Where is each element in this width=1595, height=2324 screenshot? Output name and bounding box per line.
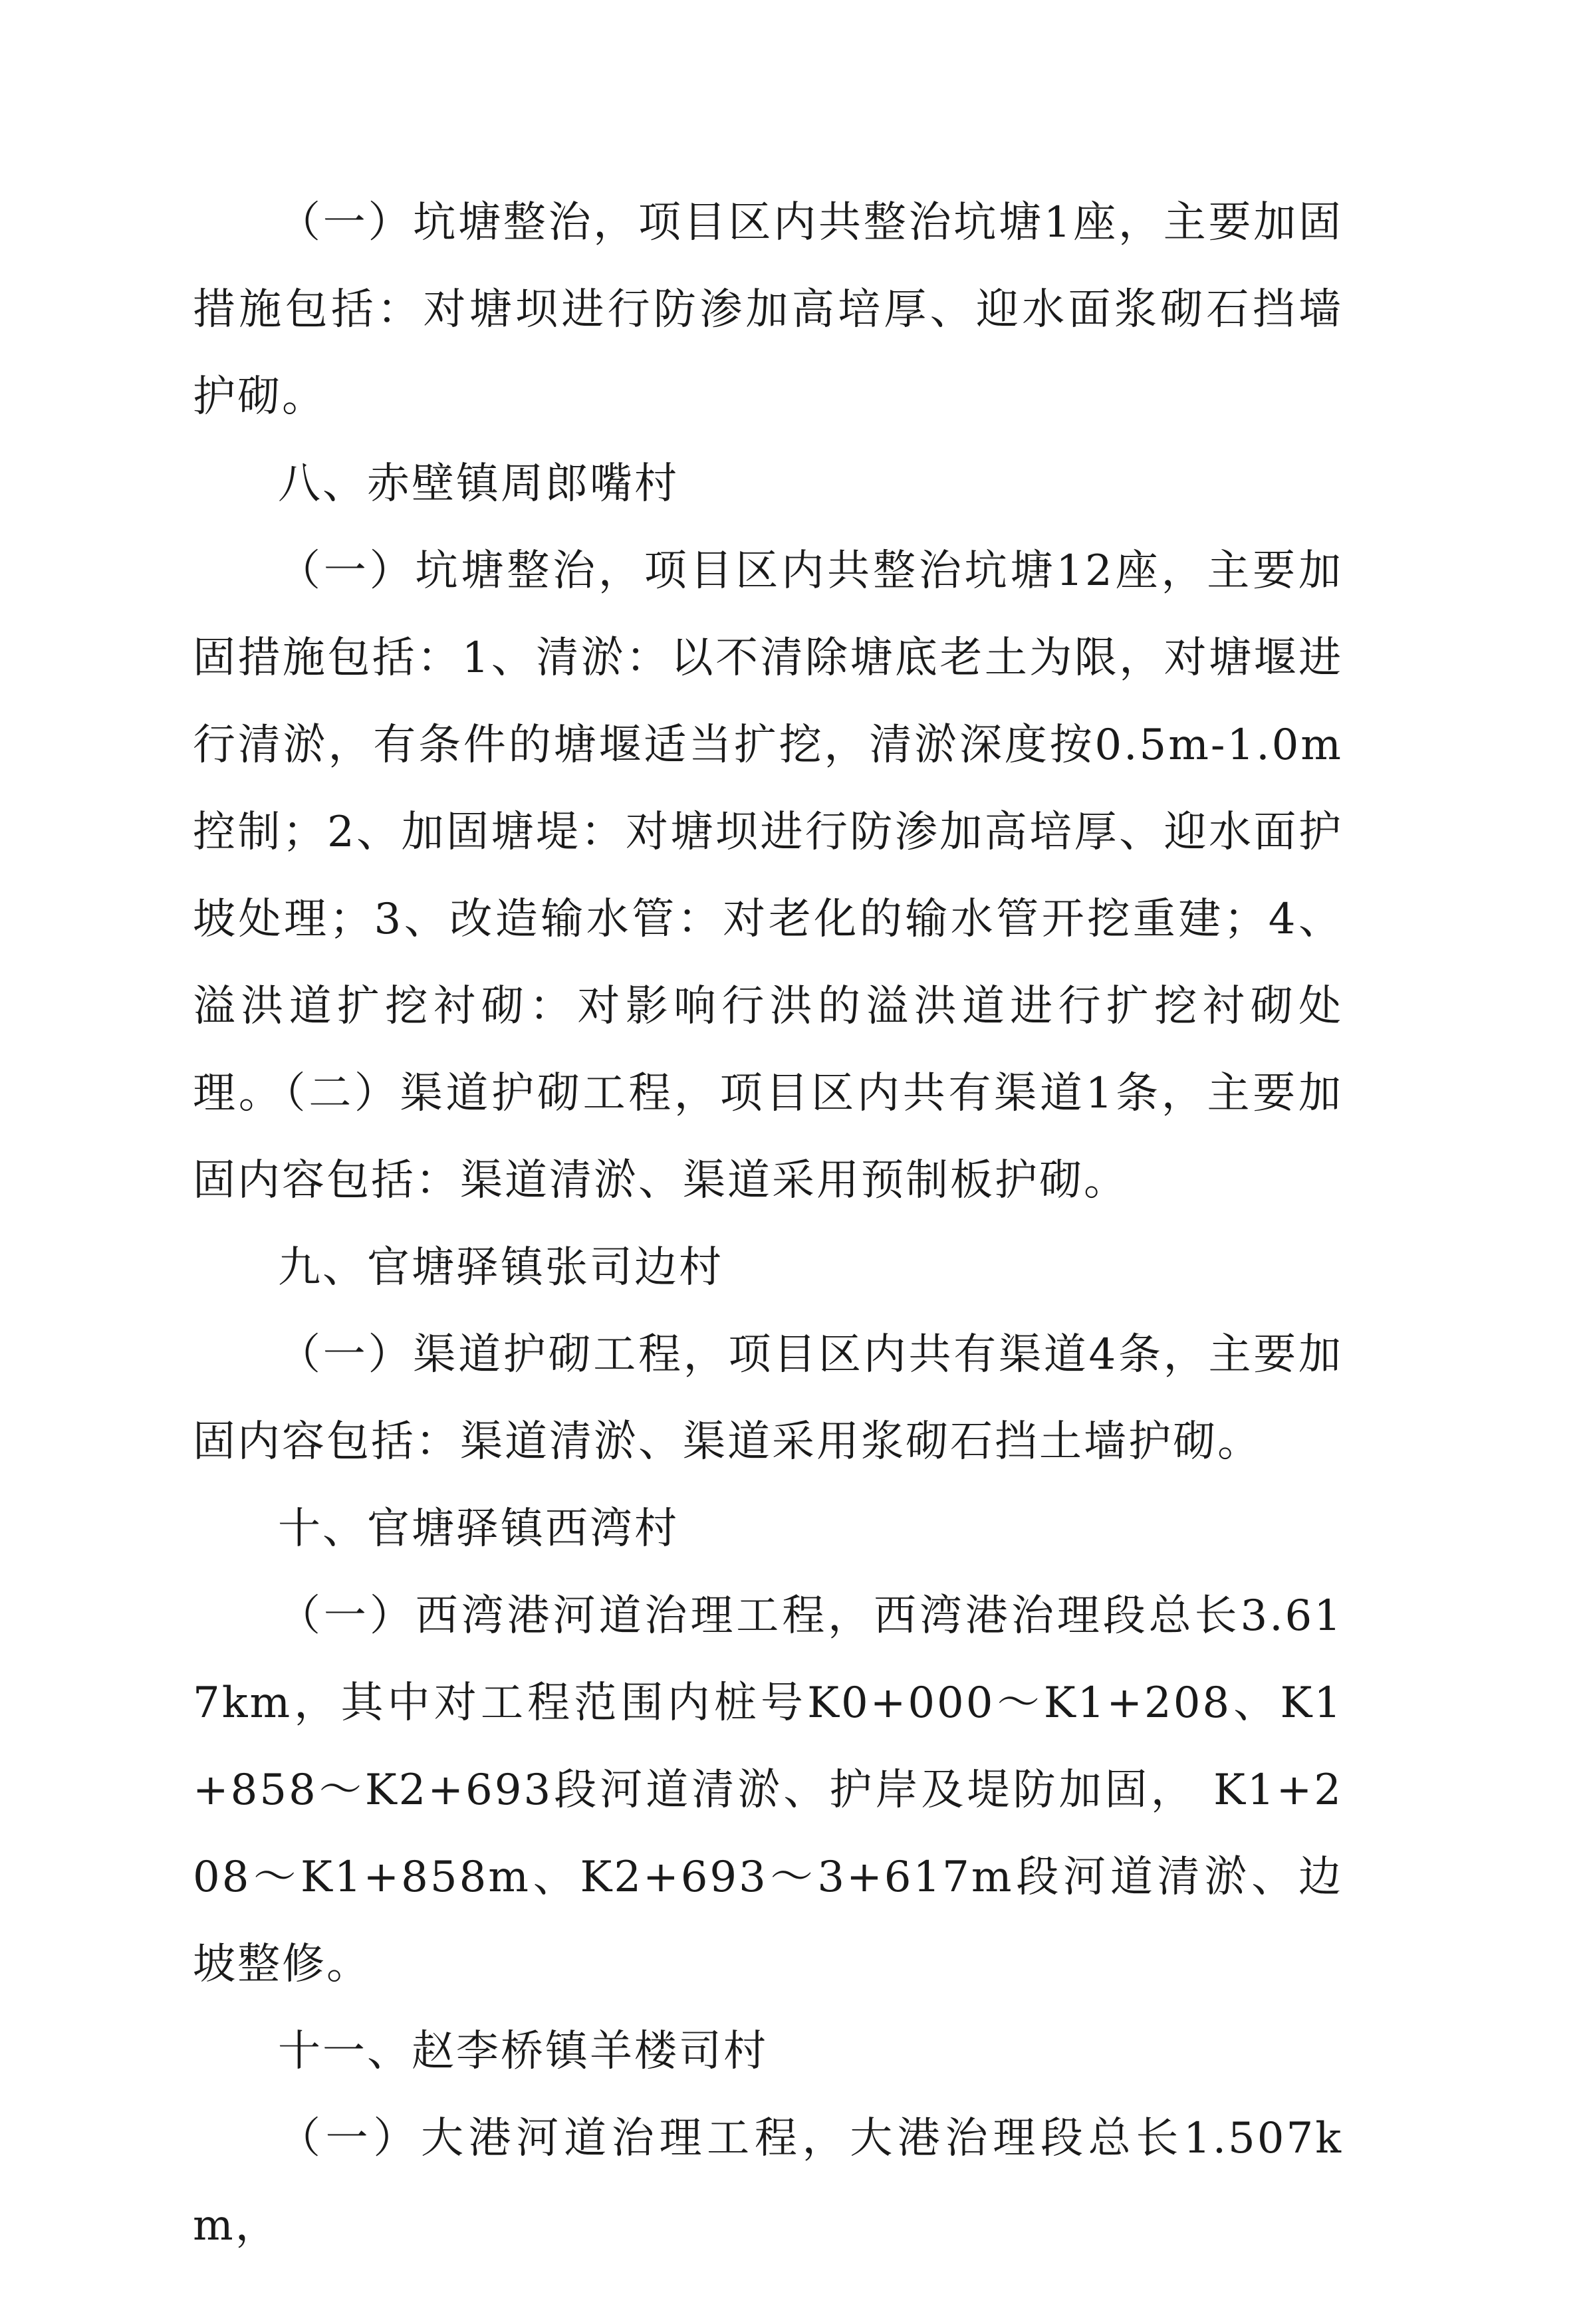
heading-zhoulangzui-village: 八、赤壁镇周郎嘴村 xyxy=(278,459,679,509)
paragraph-channel-lining: （一）渠道护砌工程，项目区内共有渠道4条，主要加固内容包括：渠道清淤、渠道采用浆砌石挡土墙护砌。 xyxy=(193,1330,1343,1466)
paragraph-xiwan-river: （一）西湾港河道治理工程，西湾港治理段总长3.617km，其中对工程范围内桩号K0+000～K1+208、K1+858～K2+693段河道清淤、护岸及堤防加固， K1+208～K1+858m、K2+693～3+617m段河道清淤、边坡整修。 xyxy=(193,1591,1343,1989)
paragraph-pond-renovation-2: （一）坑塘整治，项目区内共整治坑塘12座，主要加固措施包括：1、清淤：以不清除塘底老土为限，对塘堰进行清淤，有条件的塘堰适当扩挖，清淤深度按0.5m-1.0m控制；2、加固塘堤：对塘坝进行防渗加高培厚、迎水面护坡处理；3、改造输水管：对老化的输水管开挖重建；4、溢洪道扩挖衬砌：对影响行洪的溢洪道进行扩挖衬砌处理。（二）渠道护砌工程，项目区内共有渠道1条，主要加固内容包括：渠道清淤、渠道采用预制板护砌。 xyxy=(193,546,1343,1205)
heading-xiwan-village: 十、官塘驿镇西湾村 xyxy=(278,1504,679,1554)
document-body xyxy=(193,179,1343,2269)
heading-yanglousi-village: 十一、赵李桥镇羊楼司村 xyxy=(278,2027,768,2076)
paragraph-pond-renovation-1: （一）坑塘整治，项目区内共整治坑塘1座，主要加固措施包括：对塘坝进行防渗加高培厚、迎水面浆砌石挡墙护砌。 xyxy=(193,198,1343,421)
heading-zhangsibian-village: 九、官塘驿镇张司边村 xyxy=(278,1243,723,1292)
paragraph-dagang-river: （一）大港河道治理工程，大港治理段总长1.507km， xyxy=(193,2114,1343,2250)
